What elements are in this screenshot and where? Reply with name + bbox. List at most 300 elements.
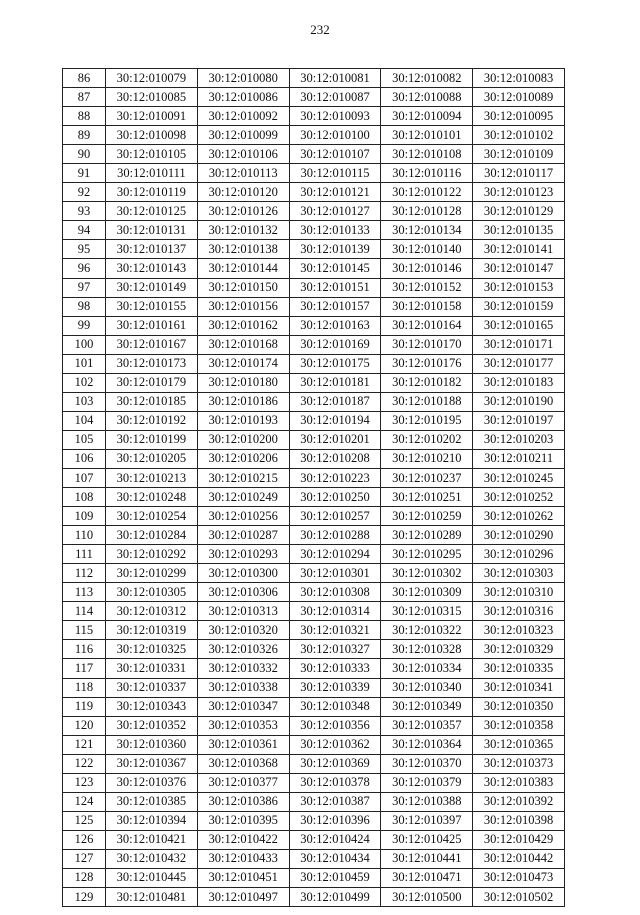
row-number-cell: 109 — [63, 507, 106, 526]
cadastral-code-cell: 30:12:010348 — [289, 697, 381, 716]
cadastral-code-cell: 30:12:010254 — [106, 507, 198, 526]
cadastral-code-cell: 30:12:010335 — [473, 659, 565, 678]
cadastral-code-cell: 30:12:010338 — [197, 678, 289, 697]
row-number-cell: 90 — [63, 145, 106, 164]
cadastral-code-cell: 30:12:010429 — [473, 830, 565, 849]
cadastral-code-cell: 30:12:010357 — [381, 716, 473, 735]
cadastral-code-cell: 30:12:010128 — [381, 202, 473, 221]
cadastral-code-cell: 30:12:010122 — [381, 183, 473, 202]
cadastral-code-cell: 30:12:010138 — [197, 240, 289, 259]
cadastral-code-cell: 30:12:010099 — [197, 126, 289, 145]
cadastral-code-cell: 30:12:010168 — [197, 335, 289, 354]
cadastral-code-cell: 30:12:010145 — [289, 259, 381, 278]
row-number-cell: 88 — [63, 107, 106, 126]
cadastral-code-cell: 30:12:010360 — [106, 735, 198, 754]
table-row — [63, 773, 565, 792]
cadastral-code-cell: 30:12:010396 — [289, 811, 381, 830]
cadastral-code-cell: 30:12:010341 — [473, 678, 565, 697]
cadastral-codes-table — [62, 68, 565, 907]
cadastral-code-cell: 30:12:010082 — [381, 69, 473, 88]
table-row — [63, 640, 565, 659]
cadastral-code-cell: 30:12:010329 — [473, 640, 565, 659]
row-number-cell: 89 — [63, 126, 106, 145]
table-row — [63, 221, 565, 240]
table-row — [63, 792, 565, 811]
cadastral-code-cell: 30:12:010394 — [106, 811, 198, 830]
cadastral-code-cell: 30:12:010188 — [381, 392, 473, 411]
row-number-cell: 92 — [63, 183, 106, 202]
cadastral-code-cell: 30:12:010237 — [381, 468, 473, 487]
cadastral-code-cell: 30:12:010208 — [289, 449, 381, 468]
cadastral-code-cell: 30:12:010312 — [106, 602, 198, 621]
cadastral-code-cell: 30:12:010194 — [289, 411, 381, 430]
cadastral-code-cell: 30:12:010245 — [473, 468, 565, 487]
cadastral-code-cell: 30:12:010320 — [197, 621, 289, 640]
cadastral-code-cell: 30:12:010305 — [106, 583, 198, 602]
table-row — [63, 621, 565, 640]
cadastral-code-cell: 30:12:010321 — [289, 621, 381, 640]
cadastral-code-cell: 30:12:010205 — [106, 449, 198, 468]
cadastral-code-cell: 30:12:010111 — [106, 164, 198, 183]
row-number-cell: 104 — [63, 411, 106, 430]
row-number-cell: 125 — [63, 811, 106, 830]
cadastral-code-cell: 30:12:010433 — [197, 849, 289, 868]
cadastral-code-cell: 30:12:010284 — [106, 526, 198, 545]
cadastral-code-cell: 30:12:010362 — [289, 735, 381, 754]
cadastral-code-cell: 30:12:010395 — [197, 811, 289, 830]
row-number-cell: 126 — [63, 830, 106, 849]
cadastral-code-cell: 30:12:010301 — [289, 564, 381, 583]
row-number-cell: 103 — [63, 392, 106, 411]
cadastral-code-cell: 30:12:010296 — [473, 545, 565, 564]
table-row — [63, 354, 565, 373]
cadastral-code-cell: 30:12:010367 — [106, 754, 198, 773]
cadastral-code-cell: 30:12:010107 — [289, 145, 381, 164]
cadastral-code-cell: 30:12:010252 — [473, 488, 565, 507]
cadastral-code-cell: 30:12:010149 — [106, 278, 198, 297]
cadastral-code-cell: 30:12:010337 — [106, 678, 198, 697]
cadastral-code-cell: 30:12:010365 — [473, 735, 565, 754]
cadastral-code-cell: 30:12:010199 — [106, 430, 198, 449]
cadastral-code-cell: 30:12:010473 — [473, 868, 565, 887]
cadastral-code-cell: 30:12:010173 — [106, 354, 198, 373]
cadastral-code-cell: 30:12:010327 — [289, 640, 381, 659]
cadastral-code-cell: 30:12:010356 — [289, 716, 381, 735]
cadastral-code-cell: 30:12:010193 — [197, 411, 289, 430]
cadastral-code-cell: 30:12:010445 — [106, 868, 198, 887]
cadastral-code-cell: 30:12:010369 — [289, 754, 381, 773]
row-number-cell: 115 — [63, 621, 106, 640]
cadastral-code-cell: 30:12:010373 — [473, 754, 565, 773]
cadastral-code-cell: 30:12:010175 — [289, 354, 381, 373]
cadastral-code-cell: 30:12:010137 — [106, 240, 198, 259]
table-row — [63, 373, 565, 392]
row-number-cell: 127 — [63, 849, 106, 868]
cadastral-code-cell: 30:12:010333 — [289, 659, 381, 678]
cadastral-code-cell: 30:12:010500 — [381, 888, 473, 907]
cadastral-code-cell: 30:12:010146 — [381, 259, 473, 278]
cadastral-code-cell: 30:12:010203 — [473, 430, 565, 449]
cadastral-code-cell: 30:12:010117 — [473, 164, 565, 183]
row-number-cell: 116 — [63, 640, 106, 659]
cadastral-code-cell: 30:12:010150 — [197, 278, 289, 297]
cadastral-code-cell: 30:12:010171 — [473, 335, 565, 354]
row-number-cell: 97 — [63, 278, 106, 297]
cadastral-code-cell: 30:12:010294 — [289, 545, 381, 564]
cadastral-code-cell: 30:12:010176 — [381, 354, 473, 373]
row-number-cell: 129 — [63, 888, 106, 907]
cadastral-code-cell: 30:12:010256 — [197, 507, 289, 526]
cadastral-code-cell: 30:12:010213 — [106, 468, 198, 487]
cadastral-code-cell: 30:12:010250 — [289, 488, 381, 507]
cadastral-code-cell: 30:12:010165 — [473, 316, 565, 335]
cadastral-code-cell: 30:12:010314 — [289, 602, 381, 621]
cadastral-code-cell: 30:12:010162 — [197, 316, 289, 335]
cadastral-code-cell: 30:12:010115 — [289, 164, 381, 183]
row-number-cell: 86 — [63, 69, 106, 88]
row-number-cell: 98 — [63, 297, 106, 316]
table-row — [63, 507, 565, 526]
cadastral-code-cell: 30:12:010497 — [197, 888, 289, 907]
cadastral-code-cell: 30:12:010325 — [106, 640, 198, 659]
cadastral-code-cell: 30:12:010167 — [106, 335, 198, 354]
table-row — [63, 107, 565, 126]
cadastral-code-cell: 30:12:010339 — [289, 678, 381, 697]
cadastral-code-cell: 30:12:010187 — [289, 392, 381, 411]
cadastral-code-cell: 30:12:010183 — [473, 373, 565, 392]
cadastral-code-cell: 30:12:010392 — [473, 792, 565, 811]
cadastral-code-cell: 30:12:010379 — [381, 773, 473, 792]
cadastral-code-cell: 30:12:010323 — [473, 621, 565, 640]
table-row — [63, 449, 565, 468]
table-row — [63, 88, 565, 107]
cadastral-code-cell: 30:12:010159 — [473, 297, 565, 316]
cadastral-code-cell: 30:12:010141 — [473, 240, 565, 259]
table-row — [63, 868, 565, 887]
table-row — [63, 392, 565, 411]
cadastral-code-cell: 30:12:010350 — [473, 697, 565, 716]
table-row — [63, 240, 565, 259]
cadastral-code-cell: 30:12:010181 — [289, 373, 381, 392]
cadastral-code-cell: 30:12:010451 — [197, 868, 289, 887]
row-number-cell: 120 — [63, 716, 106, 735]
table-row — [63, 811, 565, 830]
cadastral-code-cell: 30:12:010135 — [473, 221, 565, 240]
cadastral-code-cell: 30:12:010156 — [197, 297, 289, 316]
cadastral-code-cell: 30:12:010425 — [381, 830, 473, 849]
cadastral-code-cell: 30:12:010210 — [381, 449, 473, 468]
table-row — [63, 126, 565, 145]
cadastral-code-cell: 30:12:010322 — [381, 621, 473, 640]
table-row — [63, 468, 565, 487]
cadastral-code-cell: 30:12:010471 — [381, 868, 473, 887]
cadastral-code-cell: 30:12:010299 — [106, 564, 198, 583]
table-row — [63, 164, 565, 183]
cadastral-code-cell: 30:12:010352 — [106, 716, 198, 735]
row-number-cell: 102 — [63, 373, 106, 392]
cadastral-code-cell: 30:12:010120 — [197, 183, 289, 202]
cadastral-code-cell: 30:12:010197 — [473, 411, 565, 430]
cadastral-code-cell: 30:12:010202 — [381, 430, 473, 449]
cadastral-code-cell: 30:12:010190 — [473, 392, 565, 411]
cadastral-code-cell: 30:12:010094 — [381, 107, 473, 126]
table-row — [63, 69, 565, 88]
table-row — [63, 716, 565, 735]
row-number-cell: 91 — [63, 164, 106, 183]
table-row — [63, 583, 565, 602]
cadastral-code-cell: 30:12:010174 — [197, 354, 289, 373]
row-number-cell: 101 — [63, 354, 106, 373]
cadastral-code-cell: 30:12:010085 — [106, 88, 198, 107]
cadastral-code-cell: 30:12:010499 — [289, 888, 381, 907]
cadastral-code-cell: 30:12:010155 — [106, 297, 198, 316]
table-row — [63, 697, 565, 716]
cadastral-code-cell: 30:12:010289 — [381, 526, 473, 545]
cadastral-code-cell: 30:12:010302 — [381, 564, 473, 583]
cadastral-code-cell: 30:12:010080 — [197, 69, 289, 88]
cadastral-code-cell: 30:12:010100 — [289, 126, 381, 145]
cadastral-code-cell: 30:12:010179 — [106, 373, 198, 392]
cadastral-code-cell: 30:12:010328 — [381, 640, 473, 659]
cadastral-code-cell: 30:12:010092 — [197, 107, 289, 126]
cadastral-code-cell: 30:12:010370 — [381, 754, 473, 773]
cadastral-code-cell: 30:12:010139 — [289, 240, 381, 259]
row-number-cell: 112 — [63, 564, 106, 583]
cadastral-code-cell: 30:12:010129 — [473, 202, 565, 221]
cadastral-code-cell: 30:12:010131 — [106, 221, 198, 240]
cadastral-code-cell: 30:12:010091 — [106, 107, 198, 126]
row-number-cell: 111 — [63, 545, 106, 564]
table-row — [63, 678, 565, 697]
cadastral-code-cell: 30:12:010386 — [197, 792, 289, 811]
row-number-cell: 96 — [63, 259, 106, 278]
table-row — [63, 430, 565, 449]
row-number-cell: 108 — [63, 488, 106, 507]
cadastral-code-cell: 30:12:010170 — [381, 335, 473, 354]
cadastral-code-cell: 30:12:010158 — [381, 297, 473, 316]
cadastral-code-cell: 30:12:010200 — [197, 430, 289, 449]
cadastral-code-cell: 30:12:010319 — [106, 621, 198, 640]
cadastral-code-cell: 30:12:010157 — [289, 297, 381, 316]
cadastral-code-cell: 30:12:010105 — [106, 145, 198, 164]
cadastral-code-cell: 30:12:010192 — [106, 411, 198, 430]
cadastral-code-cell: 30:12:010161 — [106, 316, 198, 335]
table-row — [63, 545, 565, 564]
cadastral-code-cell: 30:12:010133 — [289, 221, 381, 240]
cadastral-code-cell: 30:12:010180 — [197, 373, 289, 392]
cadastral-code-cell: 30:12:010249 — [197, 488, 289, 507]
table-row — [63, 183, 565, 202]
cadastral-code-cell: 30:12:010086 — [197, 88, 289, 107]
cadastral-code-cell: 30:12:010201 — [289, 430, 381, 449]
cadastral-code-cell: 30:12:010169 — [289, 335, 381, 354]
cadastral-code-cell: 30:12:010125 — [106, 202, 198, 221]
table-row — [63, 849, 565, 868]
cadastral-code-cell: 30:12:010368 — [197, 754, 289, 773]
row-number-cell: 106 — [63, 449, 106, 468]
table-body — [63, 69, 565, 907]
row-number-cell: 128 — [63, 868, 106, 887]
cadastral-code-cell: 30:12:010098 — [106, 126, 198, 145]
cadastral-code-cell: 30:12:010089 — [473, 88, 565, 107]
cadastral-code-cell: 30:12:010481 — [106, 888, 198, 907]
table-row — [63, 888, 565, 907]
cadastral-code-cell: 30:12:010248 — [106, 488, 198, 507]
cadastral-code-cell: 30:12:010102 — [473, 126, 565, 145]
cadastral-code-cell: 30:12:010347 — [197, 697, 289, 716]
cadastral-code-cell: 30:12:010108 — [381, 145, 473, 164]
cadastral-code-cell: 30:12:010087 — [289, 88, 381, 107]
cadastral-code-cell: 30:12:010186 — [197, 392, 289, 411]
cadastral-code-cell: 30:12:010397 — [381, 811, 473, 830]
row-number-cell: 105 — [63, 430, 106, 449]
cadastral-code-cell: 30:12:010295 — [381, 545, 473, 564]
cadastral-code-cell: 30:12:010422 — [197, 830, 289, 849]
table-row — [63, 754, 565, 773]
cadastral-code-cell: 30:12:010303 — [473, 564, 565, 583]
table-row — [63, 297, 565, 316]
cadastral-code-cell: 30:12:010215 — [197, 468, 289, 487]
row-number-cell: 119 — [63, 697, 106, 716]
cadastral-code-cell: 30:12:010442 — [473, 849, 565, 868]
cadastral-code-cell: 30:12:010093 — [289, 107, 381, 126]
table-row — [63, 735, 565, 754]
cadastral-code-cell: 30:12:010358 — [473, 716, 565, 735]
cadastral-code-cell: 30:12:010364 — [381, 735, 473, 754]
table-row — [63, 411, 565, 430]
cadastral-code-cell: 30:12:010293 — [197, 545, 289, 564]
table-row — [63, 488, 565, 507]
cadastral-code-cell: 30:12:010195 — [381, 411, 473, 430]
table-row — [63, 564, 565, 583]
row-number-cell: 95 — [63, 240, 106, 259]
cadastral-code-cell: 30:12:010132 — [197, 221, 289, 240]
table-row — [63, 316, 565, 335]
cadastral-code-cell: 30:12:010088 — [381, 88, 473, 107]
cadastral-code-cell: 30:12:010388 — [381, 792, 473, 811]
cadastral-code-cell: 30:12:010147 — [473, 259, 565, 278]
cadastral-code-cell: 30:12:010140 — [381, 240, 473, 259]
cadastral-code-cell: 30:12:010432 — [106, 849, 198, 868]
cadastral-code-cell: 30:12:010441 — [381, 849, 473, 868]
cadastral-code-cell: 30:12:010163 — [289, 316, 381, 335]
cadastral-code-cell: 30:12:010257 — [289, 507, 381, 526]
cadastral-code-cell: 30:12:010387 — [289, 792, 381, 811]
cadastral-code-cell: 30:12:010151 — [289, 278, 381, 297]
cadastral-code-cell: 30:12:010290 — [473, 526, 565, 545]
row-number-cell: 99 — [63, 316, 106, 335]
cadastral-code-cell: 30:12:010153 — [473, 278, 565, 297]
table-row — [63, 145, 565, 164]
row-number-cell: 94 — [63, 221, 106, 240]
table-row — [63, 602, 565, 621]
cadastral-code-cell: 30:12:010152 — [381, 278, 473, 297]
cadastral-code-cell: 30:12:010262 — [473, 507, 565, 526]
cadastral-code-cell: 30:12:010109 — [473, 145, 565, 164]
row-number-cell: 123 — [63, 773, 106, 792]
cadastral-code-cell: 30:12:010251 — [381, 488, 473, 507]
cadastral-code-cell: 30:12:010144 — [197, 259, 289, 278]
cadastral-code-cell: 30:12:010106 — [197, 145, 289, 164]
cadastral-code-cell: 30:12:010332 — [197, 659, 289, 678]
cadastral-code-cell: 30:12:010377 — [197, 773, 289, 792]
row-number-cell: 124 — [63, 792, 106, 811]
cadastral-code-cell: 30:12:010378 — [289, 773, 381, 792]
table-row — [63, 526, 565, 545]
cadastral-code-cell: 30:12:010306 — [197, 583, 289, 602]
cadastral-code-cell: 30:12:010300 — [197, 564, 289, 583]
cadastral-code-cell: 30:12:010292 — [106, 545, 198, 564]
cadastral-code-cell: 30:12:010116 — [381, 164, 473, 183]
cadastral-code-cell: 30:12:010313 — [197, 602, 289, 621]
cadastral-code-cell: 30:12:010361 — [197, 735, 289, 754]
cadastral-code-cell: 30:12:010123 — [473, 183, 565, 202]
table-row — [63, 259, 565, 278]
row-number-cell: 122 — [63, 754, 106, 773]
cadastral-code-cell: 30:12:010119 — [106, 183, 198, 202]
row-number-cell: 117 — [63, 659, 106, 678]
cadastral-code-cell: 30:12:010095 — [473, 107, 565, 126]
cadastral-code-cell: 30:12:010331 — [106, 659, 198, 678]
table-row — [63, 278, 565, 297]
cadastral-code-cell: 30:12:010376 — [106, 773, 198, 792]
cadastral-code-cell: 30:12:010185 — [106, 392, 198, 411]
cadastral-code-cell: 30:12:010326 — [197, 640, 289, 659]
cadastral-code-cell: 30:12:010182 — [381, 373, 473, 392]
cadastral-code-cell: 30:12:010340 — [381, 678, 473, 697]
row-number-cell: 100 — [63, 335, 106, 354]
cadastral-code-cell: 30:12:010308 — [289, 583, 381, 602]
cadastral-code-cell: 30:12:010310 — [473, 583, 565, 602]
cadastral-code-cell: 30:12:010334 — [381, 659, 473, 678]
row-number-cell: 87 — [63, 88, 106, 107]
cadastral-code-cell: 30:12:010502 — [473, 888, 565, 907]
cadastral-code-cell: 30:12:010434 — [289, 849, 381, 868]
cadastral-code-cell: 30:12:010206 — [197, 449, 289, 468]
cadastral-code-cell: 30:12:010259 — [381, 507, 473, 526]
row-number-cell: 121 — [63, 735, 106, 754]
cadastral-code-cell: 30:12:010353 — [197, 716, 289, 735]
table-row — [63, 335, 565, 354]
row-number-cell: 118 — [63, 678, 106, 697]
cadastral-code-cell: 30:12:010101 — [381, 126, 473, 145]
cadastral-code-cell: 30:12:010143 — [106, 259, 198, 278]
cadastral-code-cell: 30:12:010223 — [289, 468, 381, 487]
cadastral-code-cell: 30:12:010349 — [381, 697, 473, 716]
row-number-cell: 107 — [63, 468, 106, 487]
cadastral-code-cell: 30:12:010288 — [289, 526, 381, 545]
cadastral-code-cell: 30:12:010083 — [473, 69, 565, 88]
cadastral-code-cell: 30:12:010459 — [289, 868, 381, 887]
cadastral-code-cell: 30:12:010316 — [473, 602, 565, 621]
cadastral-code-cell: 30:12:010164 — [381, 316, 473, 335]
cadastral-code-cell: 30:12:010398 — [473, 811, 565, 830]
cadastral-code-cell: 30:12:010385 — [106, 792, 198, 811]
cadastral-code-cell: 30:12:010315 — [381, 602, 473, 621]
cadastral-code-cell: 30:12:010309 — [381, 583, 473, 602]
row-number-cell: 93 — [63, 202, 106, 221]
table-row — [63, 830, 565, 849]
cadastral-code-cell: 30:12:010287 — [197, 526, 289, 545]
cadastral-code-cell: 30:12:010343 — [106, 697, 198, 716]
row-number-cell: 114 — [63, 602, 106, 621]
cadastral-code-cell: 30:12:010421 — [106, 830, 198, 849]
row-number-cell: 110 — [63, 526, 106, 545]
cadastral-code-cell: 30:12:010134 — [381, 221, 473, 240]
cadastral-code-cell: 30:12:010121 — [289, 183, 381, 202]
cadastral-code-cell: 30:12:010127 — [289, 202, 381, 221]
row-number-cell: 113 — [63, 583, 106, 602]
